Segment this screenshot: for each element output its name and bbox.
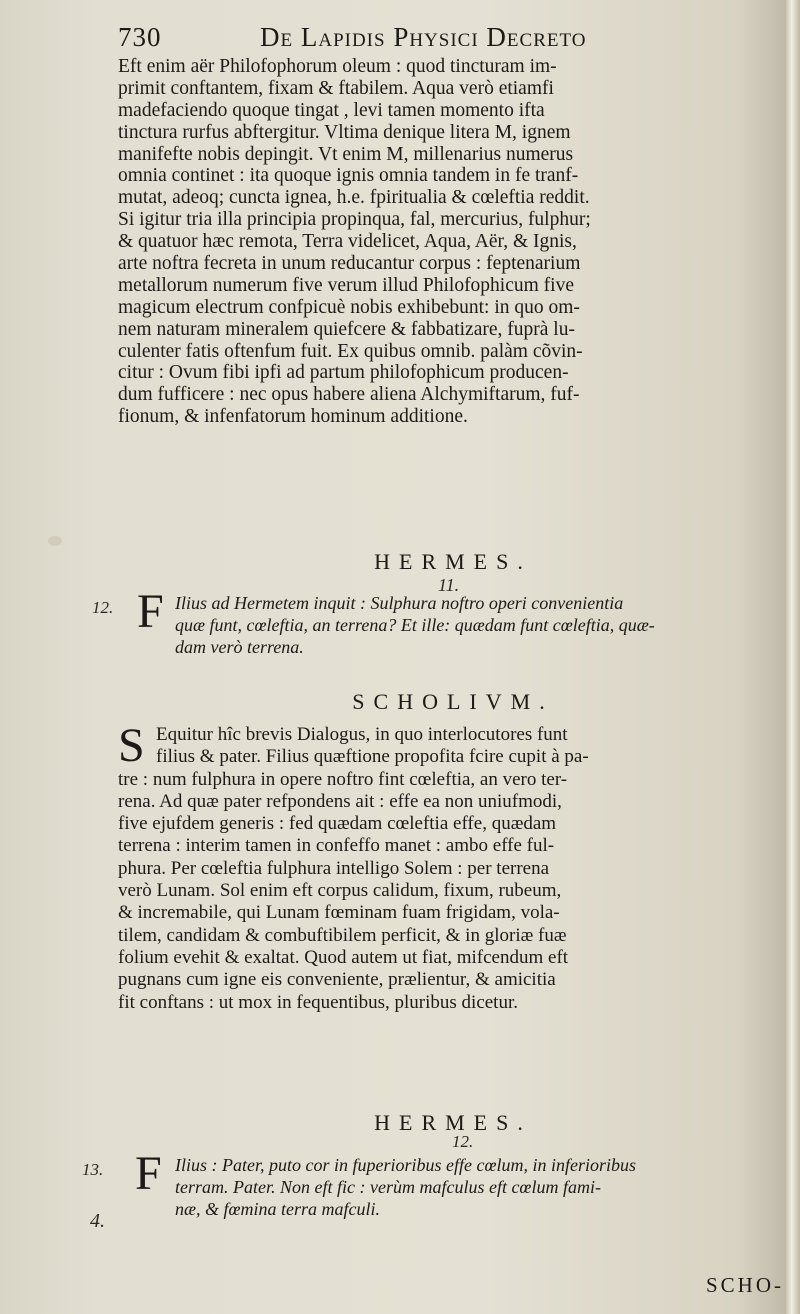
text-line: primit conftantem, fixam & ftabilem. Aqua verò etiamfi — [118, 77, 554, 99]
text-line: mutat, adeoq; cuncta ignea, h.e. fpiritualia & cœleftia reddit. — [118, 187, 590, 209]
text-line: verò Lunam. Sol enim eft corpus calidum, fixum, rubeum, — [118, 880, 562, 902]
heading-number: 11. — [438, 575, 460, 595]
text-line: omnia continet : ita quoque ignis omnia tandem in fe tranf- — [118, 165, 579, 187]
text-line: citur : Ovum fibi ipfi ad partum philofophicum producen- — [118, 362, 569, 384]
text-line: tre : num fulphura in opere noftro fint cœleftia, an vero ter- — [118, 768, 568, 790]
section-heading-scholium: SCHOLIVM. — [352, 689, 554, 714]
text-line: phura. Per cœleftia fulphura intelligo Solem : per terrena — [118, 857, 550, 879]
text-line: quæ funt, cœleftia, an terrena? Et ille: quædam funt cœleftia, quæ- — [175, 615, 655, 635]
text-line: madefaciendo quoque tingat , levi tamen momento ifta — [118, 99, 545, 121]
text-line: pugnans cum igne eis conveniente, prælientur, & amicitia — [118, 969, 556, 991]
text-line: Ilius : Pater, puto cor in fuperioribus effe cœlum, in inferioribus — [175, 1155, 636, 1175]
text-line: dam verò terrena. — [175, 637, 304, 657]
page-header — [118, 22, 758, 56]
text-line: terram. Pater. Non eft fic : verùm mafculus eft cœlum fami- — [175, 1177, 601, 1197]
text-line: & quatuor hæc remota, Terra videlicet, Aqua, Aër, & Ignis, — [118, 231, 577, 253]
ink-stain — [48, 536, 62, 546]
text-line: filius & pater. Filius quæftione propofita fcire cupit à pa- — [156, 746, 589, 768]
text-line: metallorum numerum five verum illud Philofophicum five — [118, 274, 574, 296]
text-line: culenter fatis oftenfum fuit. Ex quibus omnib. palàm cõvin- — [118, 340, 583, 362]
text-line: tinctura rurfus abftergitur. Vltima denique litera M, ignem — [118, 121, 571, 143]
text-line: Si igitur tria illa principia propinqua, fal, mercurius, fulphur; — [118, 209, 591, 231]
text-line: næ, & fœmina terra mafculi. — [175, 1199, 381, 1219]
text-line: rena. Ad quæ pater refpondens ait : effe ea non uniufmodi, — [118, 790, 562, 812]
dialog-1 — [175, 592, 790, 658]
text-line: magicum electrum confpicuè nobis exhibebunt: in quo om- — [118, 296, 580, 318]
text-line: fit conftans : ut mox in fequentibus, pluribus dicetur. — [118, 991, 518, 1013]
scholium-text — [118, 719, 788, 1014]
text-line: & incremabile, qui Lunam fœminam fuam frigidam, vola- — [118, 902, 560, 924]
text-line: Ilius ad Hermetem inquit : Sulphura noftro operi convenientia — [175, 593, 624, 613]
text-line: terrena : interim tamen in confeffo manet : ambo effe ful- — [118, 835, 555, 857]
catchword: SCHO- — [705, 1273, 784, 1297]
margin-note: 4. — [90, 1210, 105, 1232]
paragraph-1 — [118, 56, 788, 428]
margin-note: 13. — [82, 1160, 104, 1179]
heading-number: 12. — [452, 1132, 474, 1151]
dialog-2 — [175, 1154, 790, 1220]
text-line: manifefte nobis depingit. Vt enim M, millenarius numerus — [118, 143, 574, 165]
text-line: dum fufficere : nec opus habere aliena Alchymiftarum, fuf- — [118, 384, 580, 406]
text-line: arte noftra fecreta in unum reducantur corpus : feptenarium — [118, 253, 581, 275]
text-line: folium evehit & exaltat. Quod autem ut fiat, mifcendum eft — [118, 946, 569, 968]
dropcap: F — [135, 1147, 162, 1200]
section-heading-hermes-1: HERMES. — [374, 549, 532, 574]
section-heading-hermes-2: HERMES. — [374, 1110, 532, 1135]
text-line: tilem, candidam & combuftibilem perficit, & in gloriæ fuæ — [118, 924, 567, 946]
running-title: De Lapidis Physici Decreto — [260, 22, 587, 52]
dropcap: S — [118, 719, 145, 772]
text-line: Eft enim aër Philofophorum oleum : quod tincturam im- — [118, 56, 557, 77]
dropcap: F — [137, 585, 164, 638]
text-line: five ejufdem generis : fed quædam cœleftia effe, quædam — [118, 813, 557, 835]
page-number: 730 — [118, 22, 162, 52]
text-line: nem naturam mineralem quiefcere & fabbatizare, fuprà lu- — [118, 318, 575, 340]
text-line: fionum, & infenfatorum hominum additione. — [118, 406, 468, 428]
margin-note: 12. — [92, 598, 114, 617]
text-line: Equitur hîc brevis Dialogus, in quo interlocutores funt — [156, 724, 568, 745]
